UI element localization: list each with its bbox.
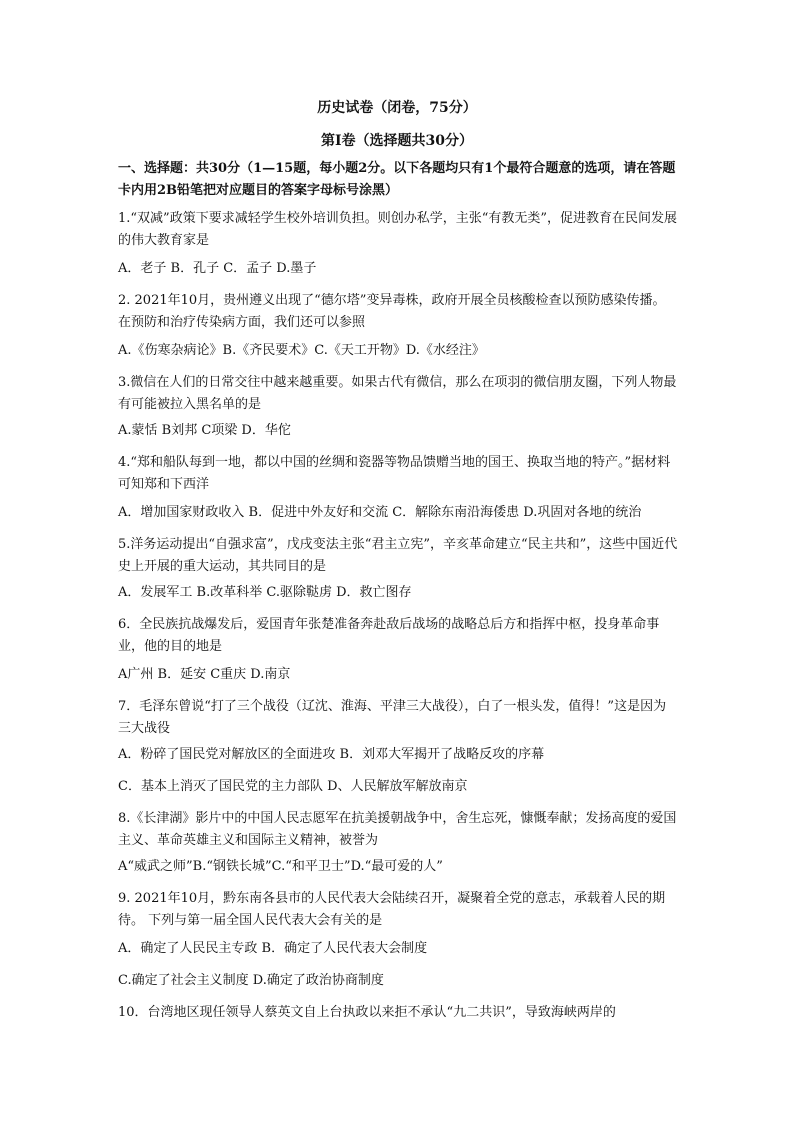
question-7-options-2: C．基本上消灭了国民党的主力部队 D、人民解放军解放南京 bbox=[118, 779, 468, 794]
question-1-options: A．老子 B．孔子 C．孟子 D.墨子 bbox=[118, 261, 317, 276]
question-6-stem: 6．全民族抗战爆发后，爱国青年张楚准备奔赴敌后战场的战略总后方和指挥中枢，投身革命事业，他的目的地是 bbox=[118, 617, 660, 654]
question-5-options: A．发展军工 B.改革科举 C.驱除鞑虏 D．救亡图存 bbox=[118, 585, 412, 600]
question-7-options-1: A．粉碎了国民党对解放区的全面进攻 B．刘邓大军揭开了战略反攻的序幕 bbox=[118, 747, 545, 762]
section-heading: 一、选择题：共30分（1—15题，每小题2分。以下各题均只有1个最符合题意的选项，请在答题卡内用2B铅笔把对应题目的答案字母标号涂黑） bbox=[118, 161, 676, 198]
question-10-stem: 10．台湾地区现任领导人蔡英文自上台执政以来拒不承认“九二共识”，导致海峡两岸的 bbox=[118, 1005, 616, 1020]
question-4-stem: 4.“郑和船队每到一地，都以中国的丝绸和瓷器等物品馈赠当地的国王、换取当地的特产。”据材料可知郑和下西洋 bbox=[118, 455, 671, 492]
question-2-options: A.《伤寒杂病论》B.《齐民要术》C.《天工开物》D.《水经注》 bbox=[118, 343, 485, 358]
question-3-options: A.蒙恬 B刘邦 C项梁 D．华佗 bbox=[118, 423, 291, 438]
question-7-stem: 7．毛泽东曾说“打了三个战役（辽沈、淮海、平津三大战役），白了一根头发，值得！”这是因为三大战役 bbox=[118, 699, 667, 736]
question-9-options-2: C.确定了社会主义制度 D.确定了政治协商制度 bbox=[118, 973, 384, 988]
exam-title: 历史试卷（闭卷，75分） bbox=[317, 100, 477, 116]
question-1-stem: 1.“双减”政策下要求减轻学生校外培训负担。则创办私学，主张“有教无类”，促进教育在民间发展的伟大教育家是 bbox=[118, 211, 677, 248]
question-2-stem: 2. 2021年10月，贵州遵义出现了“德尔塔”变异毒株，政府开展全员核酸检查以预防感染传播。 在预防和治疗传染病方面，我们还可以参照 bbox=[118, 293, 666, 330]
question-8-options: A“威武之师”B.“钢铁长城”C.“和平卫士”D.“最可爱的人” bbox=[118, 859, 443, 874]
question-5-stem: 5.洋务运动提出“自强求富”，戊戌变法主张“君主立宪”，辛亥革命建立“民主共和”，这些中国近代史上开展的重大运动，其共同目的是 bbox=[118, 537, 678, 574]
question-6-options: A广州 B．延安 C重庆 D.南京 bbox=[118, 667, 291, 682]
question-9-stem: 9. 2021年10月，黔东南各县市的人民代表大会陆续召开，凝聚着全党的意志，承载着人民的期待。 下列与第一届全国人民代表大会有关的是 bbox=[118, 891, 666, 928]
question-8-stem: 8.《长津湖》影片中的中国人民志愿军在抗美援朝战争中，舍生忘死，慷慨奉献；发扬高度的爱国主义、革命英雄主义和国际主义精神，被誉为 bbox=[118, 811, 677, 848]
paper-subtitle: 第Ⅰ卷（选择题共30分） bbox=[320, 133, 474, 149]
question-3-stem: 3.微信在人们的日常交往中越来越重要。如果古代有微信，那么在项羽的微信朋友圈，下列人物最有可能被拉入黑名单的是 bbox=[118, 375, 677, 412]
question-9-options-1: A．确定了人民民主专政 B．确定了人民代表大会制度 bbox=[118, 941, 428, 956]
question-4-options: A．增加国家财政收入 B．促进中外友好和交流 C．解除东南沿海倭患 D.巩固对各地的统治 bbox=[118, 505, 642, 520]
